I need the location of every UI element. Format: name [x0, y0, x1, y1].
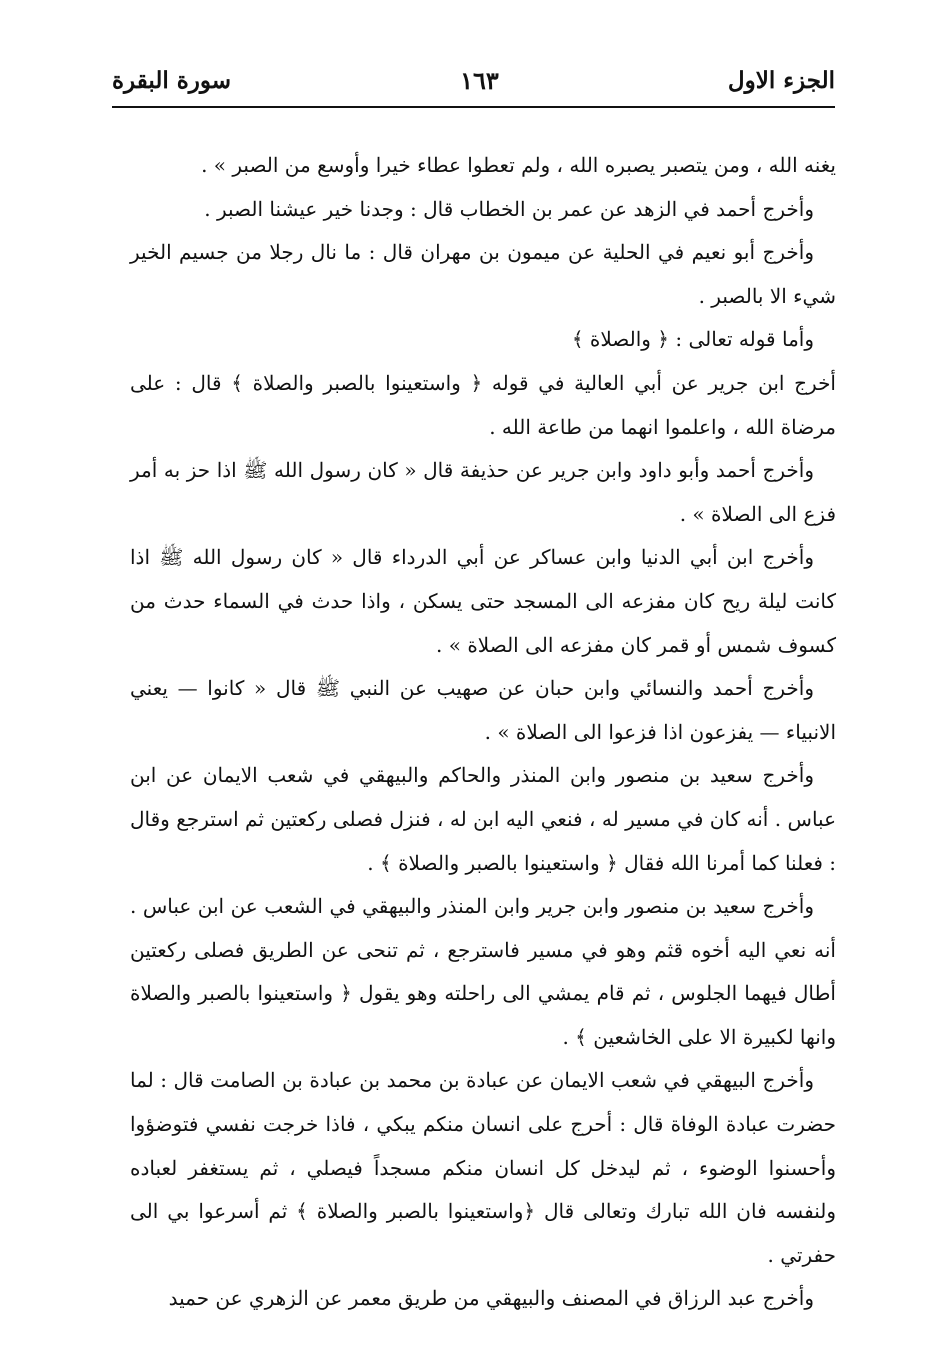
paragraph: وأخرج ابن أبي الدنيا وابن عساكر عن أبي الدرداء قال « كان رسول الله ﷺ اذا كانت ليلة ريح كان مفزعه الى المسجد حتى يسكن ، واذا حدث في السماء حدث من كسوف شمس أو قمر كان مفزعه الى الصلاة » .: [130, 545, 836, 657]
paragraph: وأخرج سعيد بن منصور وابن جرير وابن المنذر والبيهقي في الشعب عن ابن عباس . أنه نعي اليه أخوه قثم وهو في مسير فاسترجع ، ثم تنحى عن الطريق فصلى ركعتين أطال فيهما الجلوس ، ثم قام يمشي الى راحلته وهو يقول ﴿ واستعينوا بالصبر والصلاة وانها لكبيرة الا على الخاشعين ﴾ .: [130, 894, 836, 1049]
paragraph: وأما قوله تعالى : ﴿ والصلاة ﴾: [571, 327, 814, 352]
paragraph: وأخرج أحمد والنسائي وابن حبان عن صهيب عن النبي ﷺ قال « كانوا — يعني الانبياء — يفزعون اذا فزعوا الى الصلاة » .: [130, 676, 836, 744]
paragraph: وأخرج أبو نعيم في الحلية عن ميمون بن مهران قال : ما نال رجلا من جسيم الخير شيء الا بالصبر .: [130, 240, 836, 308]
paragraph: يغنه الله ، ومن يتصبر يصبره الله ، ولم تعطوا عطاء خيرا وأوسع من الصبر » .: [201, 153, 836, 177]
paragraph: وأخرج أحمد في الزهد عن عمر بن الخطاب قال : وجدنا خير عيشنا الصبر .: [204, 196, 814, 221]
paragraph: وأخرج البيهقي في شعب الايمان عن عبادة بن محمد بن عبادة بن الصامت قال : لما حضرت عبادة الوفاة قال : أحرج على انسان منكم يبكي ، فاذا خرجت نفسي فتوضؤوا وأحسنوا الوضوء ، ثم ليدخل كل انسان منكم مسجداً فيصلي ، ثم يستغفر لعباده ولنفسه فان الله تبارك وتعالى قال ﴿واستعينوا بالصبر والصلاة ﴾ ثم أسرعوا بي الى حفرتي .: [130, 1068, 836, 1267]
surah-title: سورة البقرة: [112, 66, 232, 94]
paragraph: وأخرج عبد الرزاق في المصنف والبيهقي من طريق معمر عن الزهري عن حميد: [168, 1286, 814, 1311]
page-body: [130, 144, 836, 1321]
paragraph: وأخرج أحمد وأبو داود وابن جرير عن حذيفة قال « كان رسول الله ﷺ اذا حز به أمر فزع الى الصلاة » .: [130, 458, 836, 526]
paragraph: أخرج ابن جرير عن أبي العالية في قوله ﴿ واستعينوا بالصبر والصلاة ﴾ قال : على مرضاة الله ، واعلموا انهما من طاعة الله .: [130, 370, 836, 439]
page-header: [112, 60, 835, 100]
paragraph: وأخرج سعيد بن منصور وابن المنذر والحاكم والبيهقي في شعب الايمان عن ابن عباس . أنه كان في مسير له ، فنعي اليه ابن له ، فنزل فصلى ركعتين ثم استرجع وقال : فعلنا كما أمرنا الله فقال ﴿ واستعينوا بالصبر والصلاة ﴾ .: [130, 763, 836, 875]
part-title: الجزء الاول: [727, 66, 835, 94]
header-divider: [112, 106, 835, 108]
page-number: ١٦٣: [460, 65, 499, 95]
